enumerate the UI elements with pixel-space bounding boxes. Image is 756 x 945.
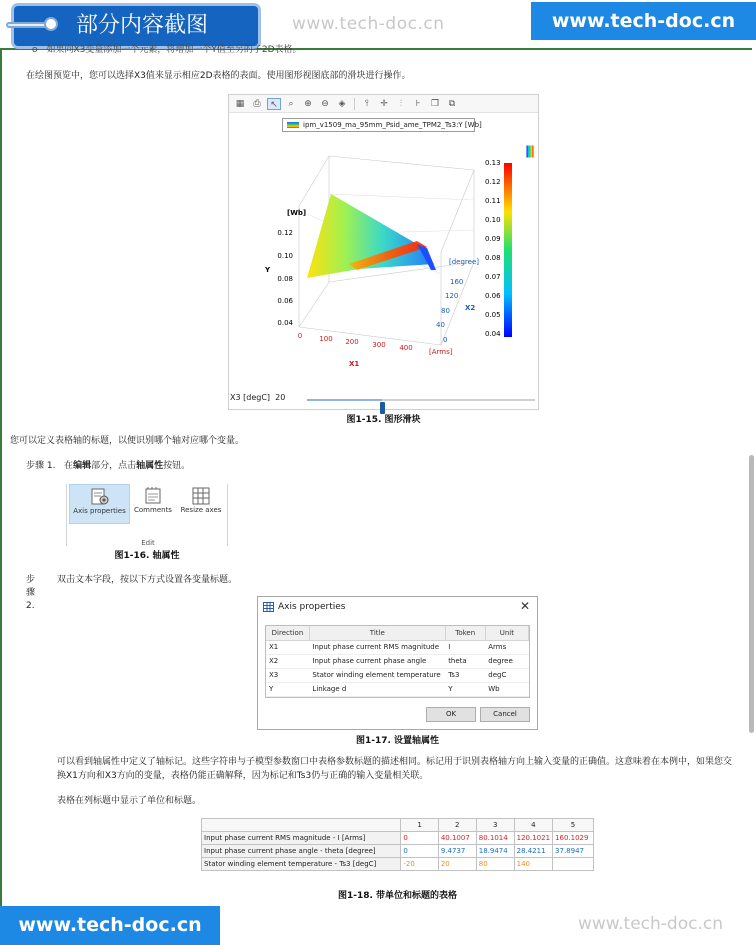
col-header: 5 — [553, 819, 594, 832]
cell-unit: Arms — [485, 640, 528, 654]
plot-toolbar — [229, 95, 538, 113]
cbar-tick: 0.10 — [485, 216, 501, 224]
table-cell[interactable]: 40.1007 — [438, 832, 476, 845]
para-preview: 在绘图预览中，您可以选择X3值来显示相应2D表格的表面。使用图形视图底部的滑块进行操作。 — [26, 71, 411, 81]
dialog-title: Axis properties — [278, 602, 346, 612]
cbar-tick: 0.11 — [485, 197, 501, 205]
brand-link-top[interactable]: www.tech-doc.cn — [531, 2, 756, 40]
table-cell[interactable]: -20 — [401, 858, 438, 871]
cursor-marker-icon[interactable]: ⊦ — [415, 98, 421, 109]
cell-unit: degree — [485, 654, 528, 668]
colorbar-ticks — [485, 159, 501, 338]
axis-properties-label: Axis properties — [73, 507, 126, 515]
scrollbar-thumb[interactable] — [749, 455, 754, 733]
step-1-text-a: 在 — [64, 461, 74, 471]
table-cell[interactable]: 120.1021 — [514, 832, 552, 845]
comments-icon — [142, 486, 164, 506]
table-cell[interactable]: 18.9474 — [476, 845, 514, 858]
cell-direction: X3 — [266, 668, 309, 682]
y-tick: 0.12 — [277, 229, 293, 237]
para-units: 表格在列标题中显示了单位和标题。 — [57, 796, 202, 806]
y-tick: 0.10 — [277, 252, 293, 260]
caption-fig-1-17: 图1-17. 设置轴属性 — [355, 736, 440, 746]
cell-title[interactable]: Stator winding element temperature — [309, 668, 445, 682]
x1-unit: [Arms] — [429, 348, 453, 356]
cell-token: Y — [445, 682, 485, 696]
resize-axes-label: Resize axes — [180, 506, 222, 514]
units-table — [201, 818, 594, 871]
x2-ticks — [436, 278, 463, 344]
y-unit: [Wb] — [287, 209, 307, 217]
x2-tick: 160 — [450, 278, 464, 286]
multi-cursor-icon[interactable]: ⫶ — [399, 98, 403, 109]
table-cell[interactable]: 0 — [401, 832, 438, 845]
table-row — [266, 640, 529, 654]
crosshair-icon[interactable]: ✛ — [380, 98, 388, 109]
para-axis-titles: 您可以定义表格轴的标题，以便识别哪个轴对应哪个变量。 — [10, 436, 245, 446]
zoom-box-icon[interactable]: ⌕ — [288, 98, 294, 109]
step-2-num-c: 2. — [26, 601, 35, 611]
table-cell[interactable]: 37.8947 — [553, 845, 594, 858]
watermark-top: www.tech-doc.cn — [292, 14, 445, 34]
cell-direction: X2 — [266, 654, 309, 668]
y-tick: 0.06 — [277, 297, 293, 305]
brand-link-bottom[interactable]: www.tech-doc.cn — [0, 906, 220, 945]
col-header: 4 — [514, 819, 552, 832]
section-badge — [14, 6, 258, 46]
table-cell[interactable]: 0 — [401, 845, 438, 858]
para-labels-2: 换X1方向和X3方向的变量，表格仍能正确解释，因为标记和Ts3仍与正确的输入变量相关联。 — [57, 771, 429, 781]
pin-head-icon — [44, 17, 58, 31]
col-header: 3 — [476, 819, 514, 832]
step-1-text-c: 按钮。 — [163, 461, 191, 471]
edit-ribbon — [66, 484, 228, 546]
colorbar — [504, 163, 512, 337]
cbar-tick: 0.07 — [485, 273, 501, 281]
export-icon[interactable]: ⧉ — [448, 98, 456, 109]
cell-token: Ts3 — [445, 668, 485, 682]
surface — [307, 194, 436, 278]
toolbar-divider — [354, 98, 355, 110]
table-cell[interactable]: 80 — [476, 858, 514, 871]
x1-tick: 200 — [345, 338, 359, 346]
table-cell[interactable]: 20 — [438, 858, 476, 871]
copy-image-icon[interactable]: ❐ — [430, 98, 440, 109]
x1-ticks — [298, 332, 413, 352]
caption-fig-1-18: 图1-18. 带单位和标题的表格 — [337, 891, 458, 901]
slider-value: 20 — [275, 393, 286, 402]
cell-direction: X1 — [266, 640, 309, 654]
x1-tick: 300 — [372, 341, 386, 349]
step-2-text: 双击文本字段，按以下方式设置各变量标题。 — [57, 575, 238, 585]
step-2-num-a: 步 — [26, 575, 36, 585]
y-ticks — [277, 229, 293, 327]
table-row — [266, 682, 529, 696]
col-header[interactable]: Title — [309, 626, 445, 640]
table-cell[interactable]: 28.4211 — [514, 845, 552, 858]
table-cell[interactable]: 140 — [514, 858, 552, 871]
cbar-tick: 0.05 — [485, 311, 501, 319]
cursor-x-icon[interactable]: ⫯ — [365, 98, 369, 109]
caption-fig-1-16: 图1-16. 轴属性 — [114, 551, 180, 561]
corner-cell — [202, 819, 401, 832]
row-header: Input phase current RMS magnitude - I [Arms] — [202, 832, 401, 845]
pointer-icon[interactable]: ↖ — [267, 98, 281, 110]
plot-viewer — [228, 94, 539, 410]
x2-label: X2 — [465, 304, 476, 312]
cancel-button[interactable]: Cancel — [480, 707, 530, 722]
slider-fill — [307, 399, 382, 401]
step-2-number — [26, 574, 35, 613]
comments-label: Comments — [134, 506, 172, 514]
watermark-bottom: www.tech-doc.cn — [578, 914, 723, 934]
resize-axes-icon — [190, 486, 212, 506]
cell-unit: Wb — [485, 682, 528, 696]
axis-table — [265, 625, 530, 698]
zoom-in-icon[interactable]: ⊕ — [304, 98, 312, 109]
cbar-tick: 0.06 — [485, 292, 501, 300]
caption-fig-1-15: 图1-15. 图形滑块 — [346, 415, 421, 425]
row-header: Stator winding element temperature - Ts3 [degC] — [202, 858, 401, 871]
axis-properties-icon — [89, 487, 111, 507]
col-header: 2 — [438, 819, 476, 832]
table-header-row — [266, 626, 529, 640]
table-row — [202, 845, 594, 858]
col-header[interactable]: Direction — [266, 626, 309, 640]
x1-label: X1 — [349, 360, 360, 368]
table-view-icon[interactable]: ▦ — [235, 98, 245, 109]
cell-token: I — [445, 640, 485, 654]
ribbon-group-label: Edit — [141, 539, 155, 547]
cell-direction: Y — [266, 682, 309, 696]
step-1-text-b: 部分，点击 — [91, 461, 137, 471]
cell-token: theta — [445, 654, 485, 668]
table-row — [266, 668, 529, 682]
slider-variable: X3 [degC] — [230, 393, 271, 402]
table-cell[interactable]: 160.1029 — [553, 832, 594, 845]
ok-button[interactable]: OK — [426, 707, 476, 722]
x2-unit: [degree] — [449, 258, 479, 266]
row-header: Input phase current phase angle - theta [degree] — [202, 845, 401, 858]
col-header[interactable]: Unit — [485, 626, 528, 640]
axis-properties-button[interactable] — [69, 484, 130, 524]
x2-tick: 0 — [443, 336, 448, 344]
y-tick: 0.08 — [277, 275, 293, 283]
table-row — [266, 654, 529, 668]
para-labels-1: 可以看到轴属性中定义了轴标记。这些字符串与子模型参数窗口中表格参数标题的描述相同。标记用于识别表格轴方向上输入变量的正确值。这意味着在本例中，如果您交 — [57, 757, 733, 767]
step-2-num-b: 骤 — [26, 588, 36, 598]
x2-tick: 120 — [445, 292, 459, 300]
x1-tick: 400 — [399, 344, 413, 352]
surface-plot — [229, 114, 540, 390]
cell-title[interactable]: Linkage d — [309, 682, 445, 696]
legend-title: ipm_v1509_ma_95mm_Psid_ame_TPM2_Ts3:Y [Wb] — [303, 121, 482, 129]
comments-button[interactable] — [132, 484, 174, 524]
cbar-tick: 0.08 — [485, 254, 501, 262]
cut-line: o 如果向X3变量添加一个元素，将增加一个Y值至另的子2D表格。 — [32, 45, 302, 55]
table-cell[interactable]: 80.1014 — [476, 832, 514, 845]
x3-slider-row — [229, 390, 540, 410]
cell-unit: degC — [485, 668, 528, 682]
cell-title[interactable]: Input phase current RMS magnitude — [309, 640, 445, 654]
zoom-out-icon[interactable]: ⊖ — [321, 98, 329, 109]
cell-title[interactable]: Input phase current phase angle — [309, 654, 445, 668]
axis-properties-dialog — [257, 596, 538, 730]
table-icon — [263, 602, 274, 612]
resize-axes-button[interactable] — [177, 484, 225, 524]
table-header-row — [202, 819, 594, 832]
table-cell[interactable] — [553, 858, 594, 871]
slider-label — [230, 393, 285, 402]
badge-label: 部分内容截图 — [76, 13, 209, 38]
print-icon[interactable]: ⎙ — [253, 98, 261, 109]
cbar-tick: 0.09 — [485, 235, 501, 243]
x2-tick: 80 — [441, 307, 450, 315]
x1-tick: 0 — [297, 332, 303, 340]
step-1 — [26, 460, 190, 473]
slider-track[interactable] — [307, 399, 535, 401]
table-row — [202, 832, 594, 845]
view-options-icon[interactable]: ◈ — [338, 98, 346, 109]
col-header: 1 — [401, 819, 438, 832]
step-1-number: 步骤 1. — [26, 461, 56, 471]
col-header[interactable]: Token — [445, 626, 485, 640]
x2-tick: 40 — [436, 321, 445, 329]
table-row — [202, 858, 594, 871]
close-icon[interactable]: ✕ — [519, 599, 530, 613]
step-1-axis-props: 轴属性 — [136, 461, 164, 471]
step-1-edit: 编辑 — [73, 461, 92, 471]
y-tick: 0.04 — [277, 319, 293, 327]
cbar-tick: 0.13 — [485, 159, 501, 167]
cbar-tick: 0.12 — [485, 178, 501, 186]
colorbar-icon — [527, 146, 534, 158]
table-cell[interactable]: 9.4737 — [438, 845, 476, 858]
cbar-tick: 0.04 — [485, 330, 501, 338]
y-label: Y — [265, 266, 271, 274]
x1-tick: 100 — [319, 335, 333, 343]
